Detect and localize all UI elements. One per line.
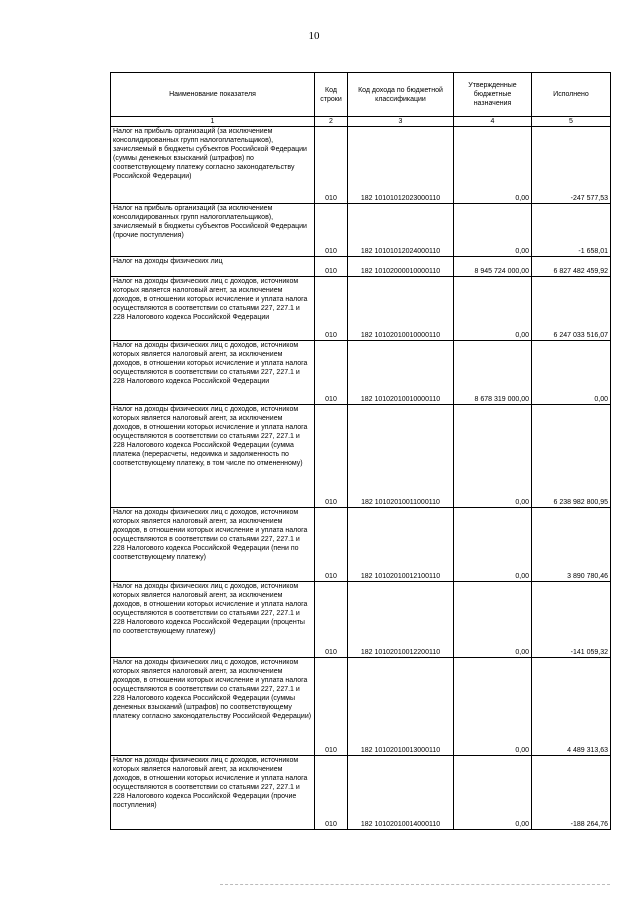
- indicator-name: Налог на доходы физических лиц с доходов, источником которых является налоговый агент, за исключением доходов, в отношении которых исчисление и уплата налога осуществляются в соответствии со статьями 227, 227.1 и 228 Налогового кодекса Российской Федерации (суммы денежных взысканий (штрафов) по соответствующему платежу согласно законодательству Российской Федерации): [111, 658, 315, 756]
- executed-amount: 6 827 482 459,92: [532, 257, 611, 277]
- executed-amount: -1 658,01: [532, 204, 611, 257]
- approved-amount: 0,00: [454, 127, 532, 204]
- approved-amount: 0,00: [454, 582, 532, 658]
- table-row: [111, 127, 611, 204]
- indicator-name: Налог на прибыль организаций (за исключением консолидированных групп налогоплательщиков), зачисляемый в бюджеты субъектов Российской Федерации (прочие поступления): [111, 204, 315, 257]
- indicator-name: Налог на доходы физических лиц с доходов, источником которых является налоговый агент, за исключением доходов, в отношении которых исчисление и уплата налога осуществляются в соответствии со статьями 227, 227.1 и 228 Налогового кодекса Российской Федерации (прочие поступления): [111, 756, 315, 830]
- table-row: [111, 277, 611, 341]
- column-number: 2: [315, 117, 348, 127]
- header-executed: Исполнено: [532, 73, 611, 117]
- approved-amount: 0,00: [454, 508, 532, 582]
- approved-amount: 0,00: [454, 277, 532, 341]
- table-row: [111, 756, 611, 830]
- budget-classification-code: 182 10101012023000110: [348, 127, 454, 204]
- table-header-row: [111, 73, 611, 117]
- executed-amount: 6 238 982 800,95: [532, 405, 611, 508]
- table-row: [111, 508, 611, 582]
- line-code: 010: [315, 127, 348, 204]
- column-number: 5: [532, 117, 611, 127]
- line-code: 010: [315, 582, 348, 658]
- executed-amount: 0,00: [532, 341, 611, 405]
- column-number: 3: [348, 117, 454, 127]
- line-code: 010: [315, 756, 348, 830]
- line-code: 010: [315, 341, 348, 405]
- executed-amount: -141 059,32: [532, 582, 611, 658]
- header-code: Код строки: [315, 73, 348, 117]
- approved-amount: 8 678 319 000,00: [454, 341, 532, 405]
- line-code: 010: [315, 257, 348, 277]
- line-code: 010: [315, 508, 348, 582]
- budget-classification-code: 182 10102010011000110: [348, 405, 454, 508]
- indicator-name: Налог на доходы физических лиц с доходов, источником которых является налоговый агент, за исключением доходов, в отношении которых исчисление и уплата налога осуществляются в соответствии со статьями 227, 227.1 и 228 Налогового кодекса Российской Федерации (сумма платежа (перерасчеты, недоимка и задолженность по соответствующему платежу, в том числе по отмененному): [111, 405, 315, 508]
- table-row: [111, 204, 611, 257]
- table-row: [111, 658, 611, 756]
- revenue-table: [110, 72, 611, 830]
- indicator-name: Налог на доходы физических лиц с доходов, источником которых является налоговый агент, за исключением доходов, в отношении которых исчисление и уплата налога осуществляются в соответствии со статьями 227, 227.1 и 228 Налогового кодекса Российской Федерации: [111, 277, 315, 341]
- page-number: 10: [308, 30, 320, 42]
- approved-amount: 8 945 724 000,00: [454, 257, 532, 277]
- column-number-row: [111, 117, 611, 127]
- table-row: [111, 405, 611, 508]
- approved-amount: 0,00: [454, 204, 532, 257]
- approved-amount: 0,00: [454, 658, 532, 756]
- table-row: [111, 257, 611, 277]
- executed-amount: -188 264,76: [532, 756, 611, 830]
- table-row: [111, 582, 611, 658]
- budget-classification-code: 182 10102010014000110: [348, 756, 454, 830]
- budget-classification-code: 182 10101012024000110: [348, 204, 454, 257]
- line-code: 010: [315, 405, 348, 508]
- executed-amount: 4 489 313,63: [532, 658, 611, 756]
- header-kbk: Код дохода по бюджетной классификации: [348, 73, 454, 117]
- budget-classification-code: 182 10102010010000110: [348, 277, 454, 341]
- budget-classification-code: 182 10102010012200110: [348, 582, 454, 658]
- executed-amount: -247 577,53: [532, 127, 611, 204]
- budget-classification-code: 182 10102000010000110: [348, 257, 454, 277]
- indicator-name: Налог на доходы физических лиц с доходов, источником которых является налоговый агент, за исключением доходов, в отношении которых исчисление и уплата налога осуществляются в соответствии со статьями 227, 227.1 и 228 Налогового кодекса Российской Федерации: [111, 341, 315, 405]
- executed-amount: 6 247 033 516,07: [532, 277, 611, 341]
- budget-classification-code: 182 10102010013000110: [348, 658, 454, 756]
- indicator-name: Налог на прибыль организаций (за исключением консолидированных групп налогоплательщиков), зачисляемый в бюджеты субъектов Российской Федерации (суммы денежных взысканий (штрафов) по соответствующему платежу согласно законодательству Российской Федерации): [111, 127, 315, 204]
- budget-classification-code: 182 10102010010000110: [348, 341, 454, 405]
- column-number: 1: [111, 117, 315, 127]
- table-row: [111, 341, 611, 405]
- indicator-name: Налог на доходы физических лиц с доходов, источником которых является налоговый агент, за исключением доходов, в отношении которых исчисление и уплата налога осуществляются в соответствии со статьями 227, 227.1 и 228 Налогового кодекса Российской Федерации (проценты по соответствующему платежу): [111, 582, 315, 658]
- header-name: Наименование показателя: [111, 73, 315, 117]
- indicator-name: Налог на доходы физических лиц с доходов, источником которых является налоговый агент, за исключением доходов, в отношении которых исчисление и уплата налога осуществляются в соответствии со статьями 227, 227.1 и 228 Налогового кодекса Российской Федерации (пени по соответствующему платежу): [111, 508, 315, 582]
- indicator-name: Налог на доходы физических лиц: [111, 257, 315, 277]
- header-approved: Утвержденные бюджетные назначения: [454, 73, 532, 117]
- footer-divider: [220, 884, 610, 885]
- line-code: 010: [315, 658, 348, 756]
- budget-classification-code: 182 10102010012100110: [348, 508, 454, 582]
- approved-amount: 0,00: [454, 756, 532, 830]
- column-number: 4: [454, 117, 532, 127]
- line-code: 010: [315, 204, 348, 257]
- approved-amount: 0,00: [454, 405, 532, 508]
- executed-amount: 3 890 780,46: [532, 508, 611, 582]
- line-code: 010: [315, 277, 348, 341]
